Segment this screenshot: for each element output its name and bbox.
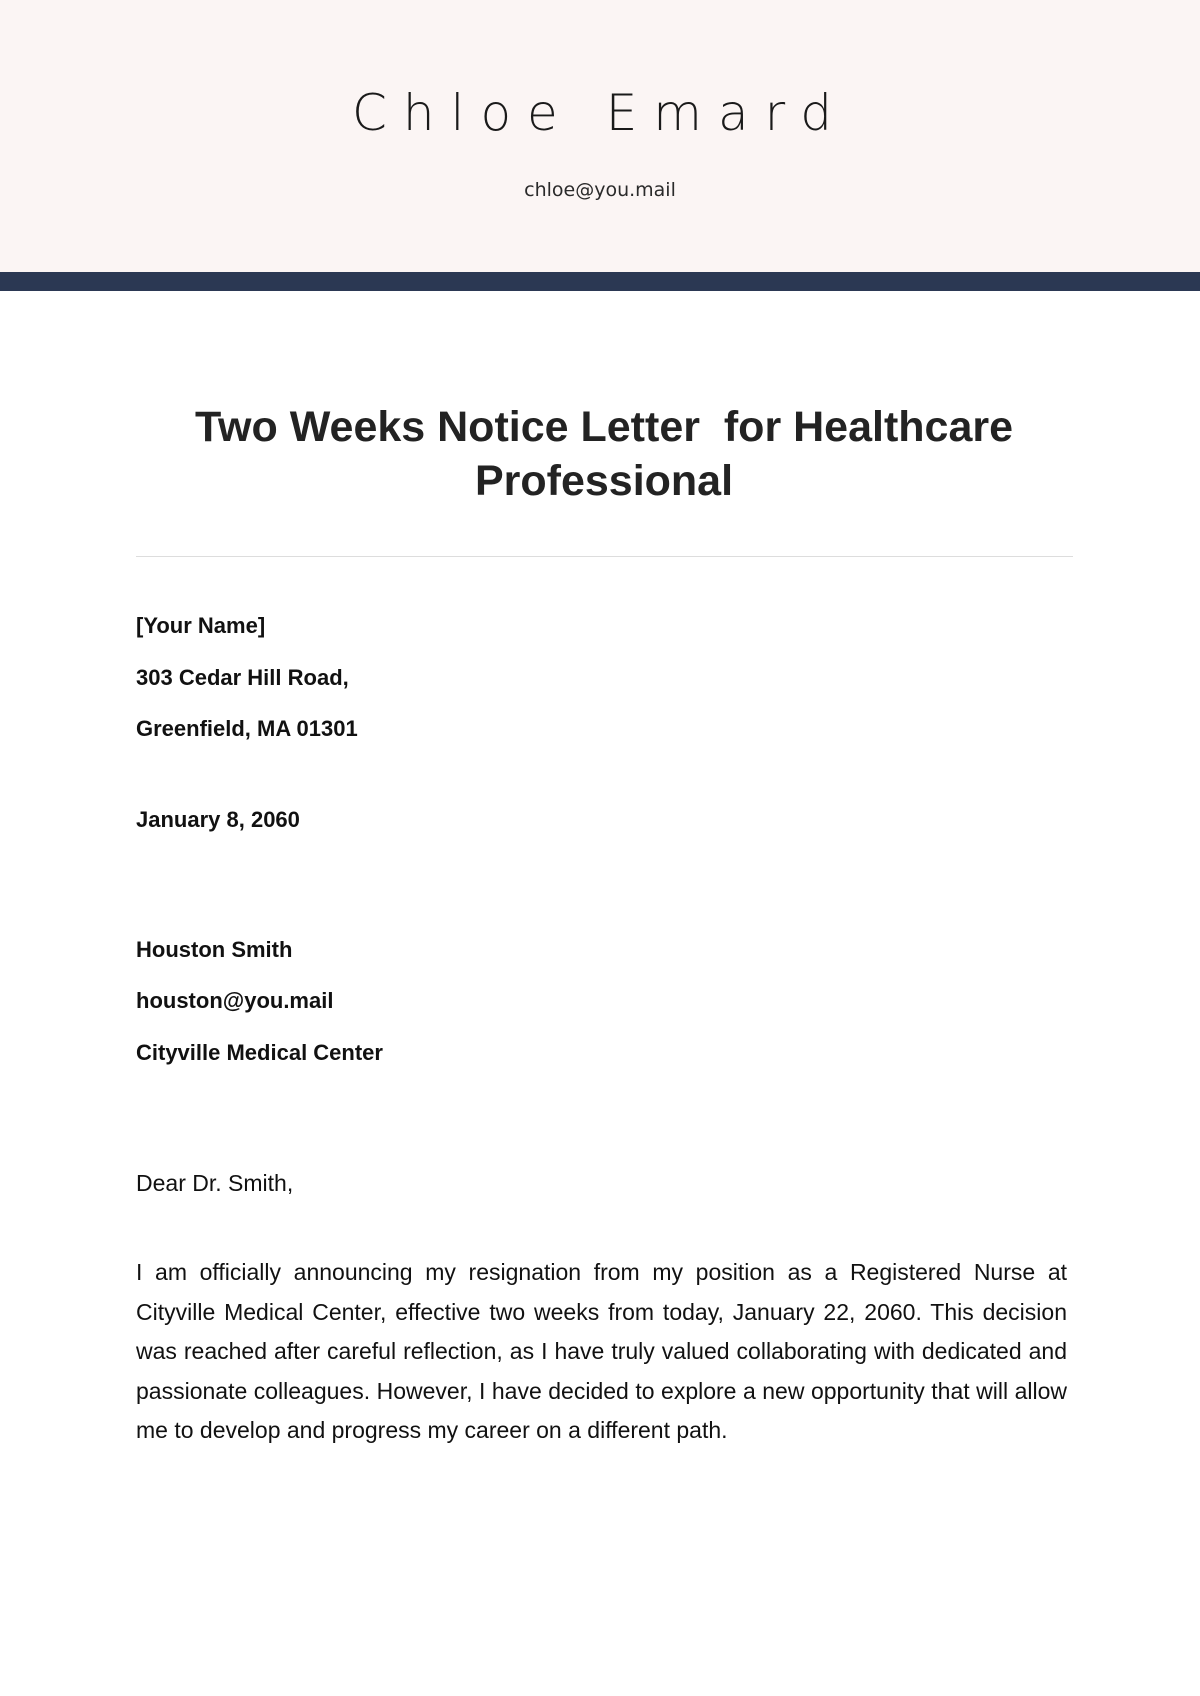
header-accent-band: [0, 272, 1200, 291]
salutation: Dear Dr. Smith,: [136, 1170, 294, 1196]
sender-city: Greenfield, MA 01301: [136, 716, 358, 741]
recipient-organization: Cityville Medical Center: [136, 1040, 383, 1065]
author-email: chloe@you.mail: [524, 179, 676, 201]
sender-street: 303 Cedar Hill Road,: [136, 665, 349, 690]
document-title: Two Weeks Notice Letter for Healthcare Professional: [194, 403, 1025, 505]
title-divider: [136, 556, 1073, 557]
letter-date: January 8, 2060: [136, 807, 300, 832]
sender-name: [Your Name]: [136, 613, 266, 638]
letterhead-header: [0, 0, 1200, 272]
author-name: Chloe Emard: [351, 84, 849, 142]
body-paragraph: I am officially announcing my resignation from my position as a Registered Nurse at Cityville Medical Center, effective two weeks from today, January 22, 2060. This decision was reached after careful reflection, as I have truly valued collaborating with dedicated and passionate colleagues. However, I have decided to explore a new opportunity that will allow me to develop and progress my career on a different path.: [136, 1259, 1067, 1443]
recipient-email: houston@you.mail: [136, 988, 334, 1013]
recipient-name: Houston Smith: [136, 937, 293, 962]
